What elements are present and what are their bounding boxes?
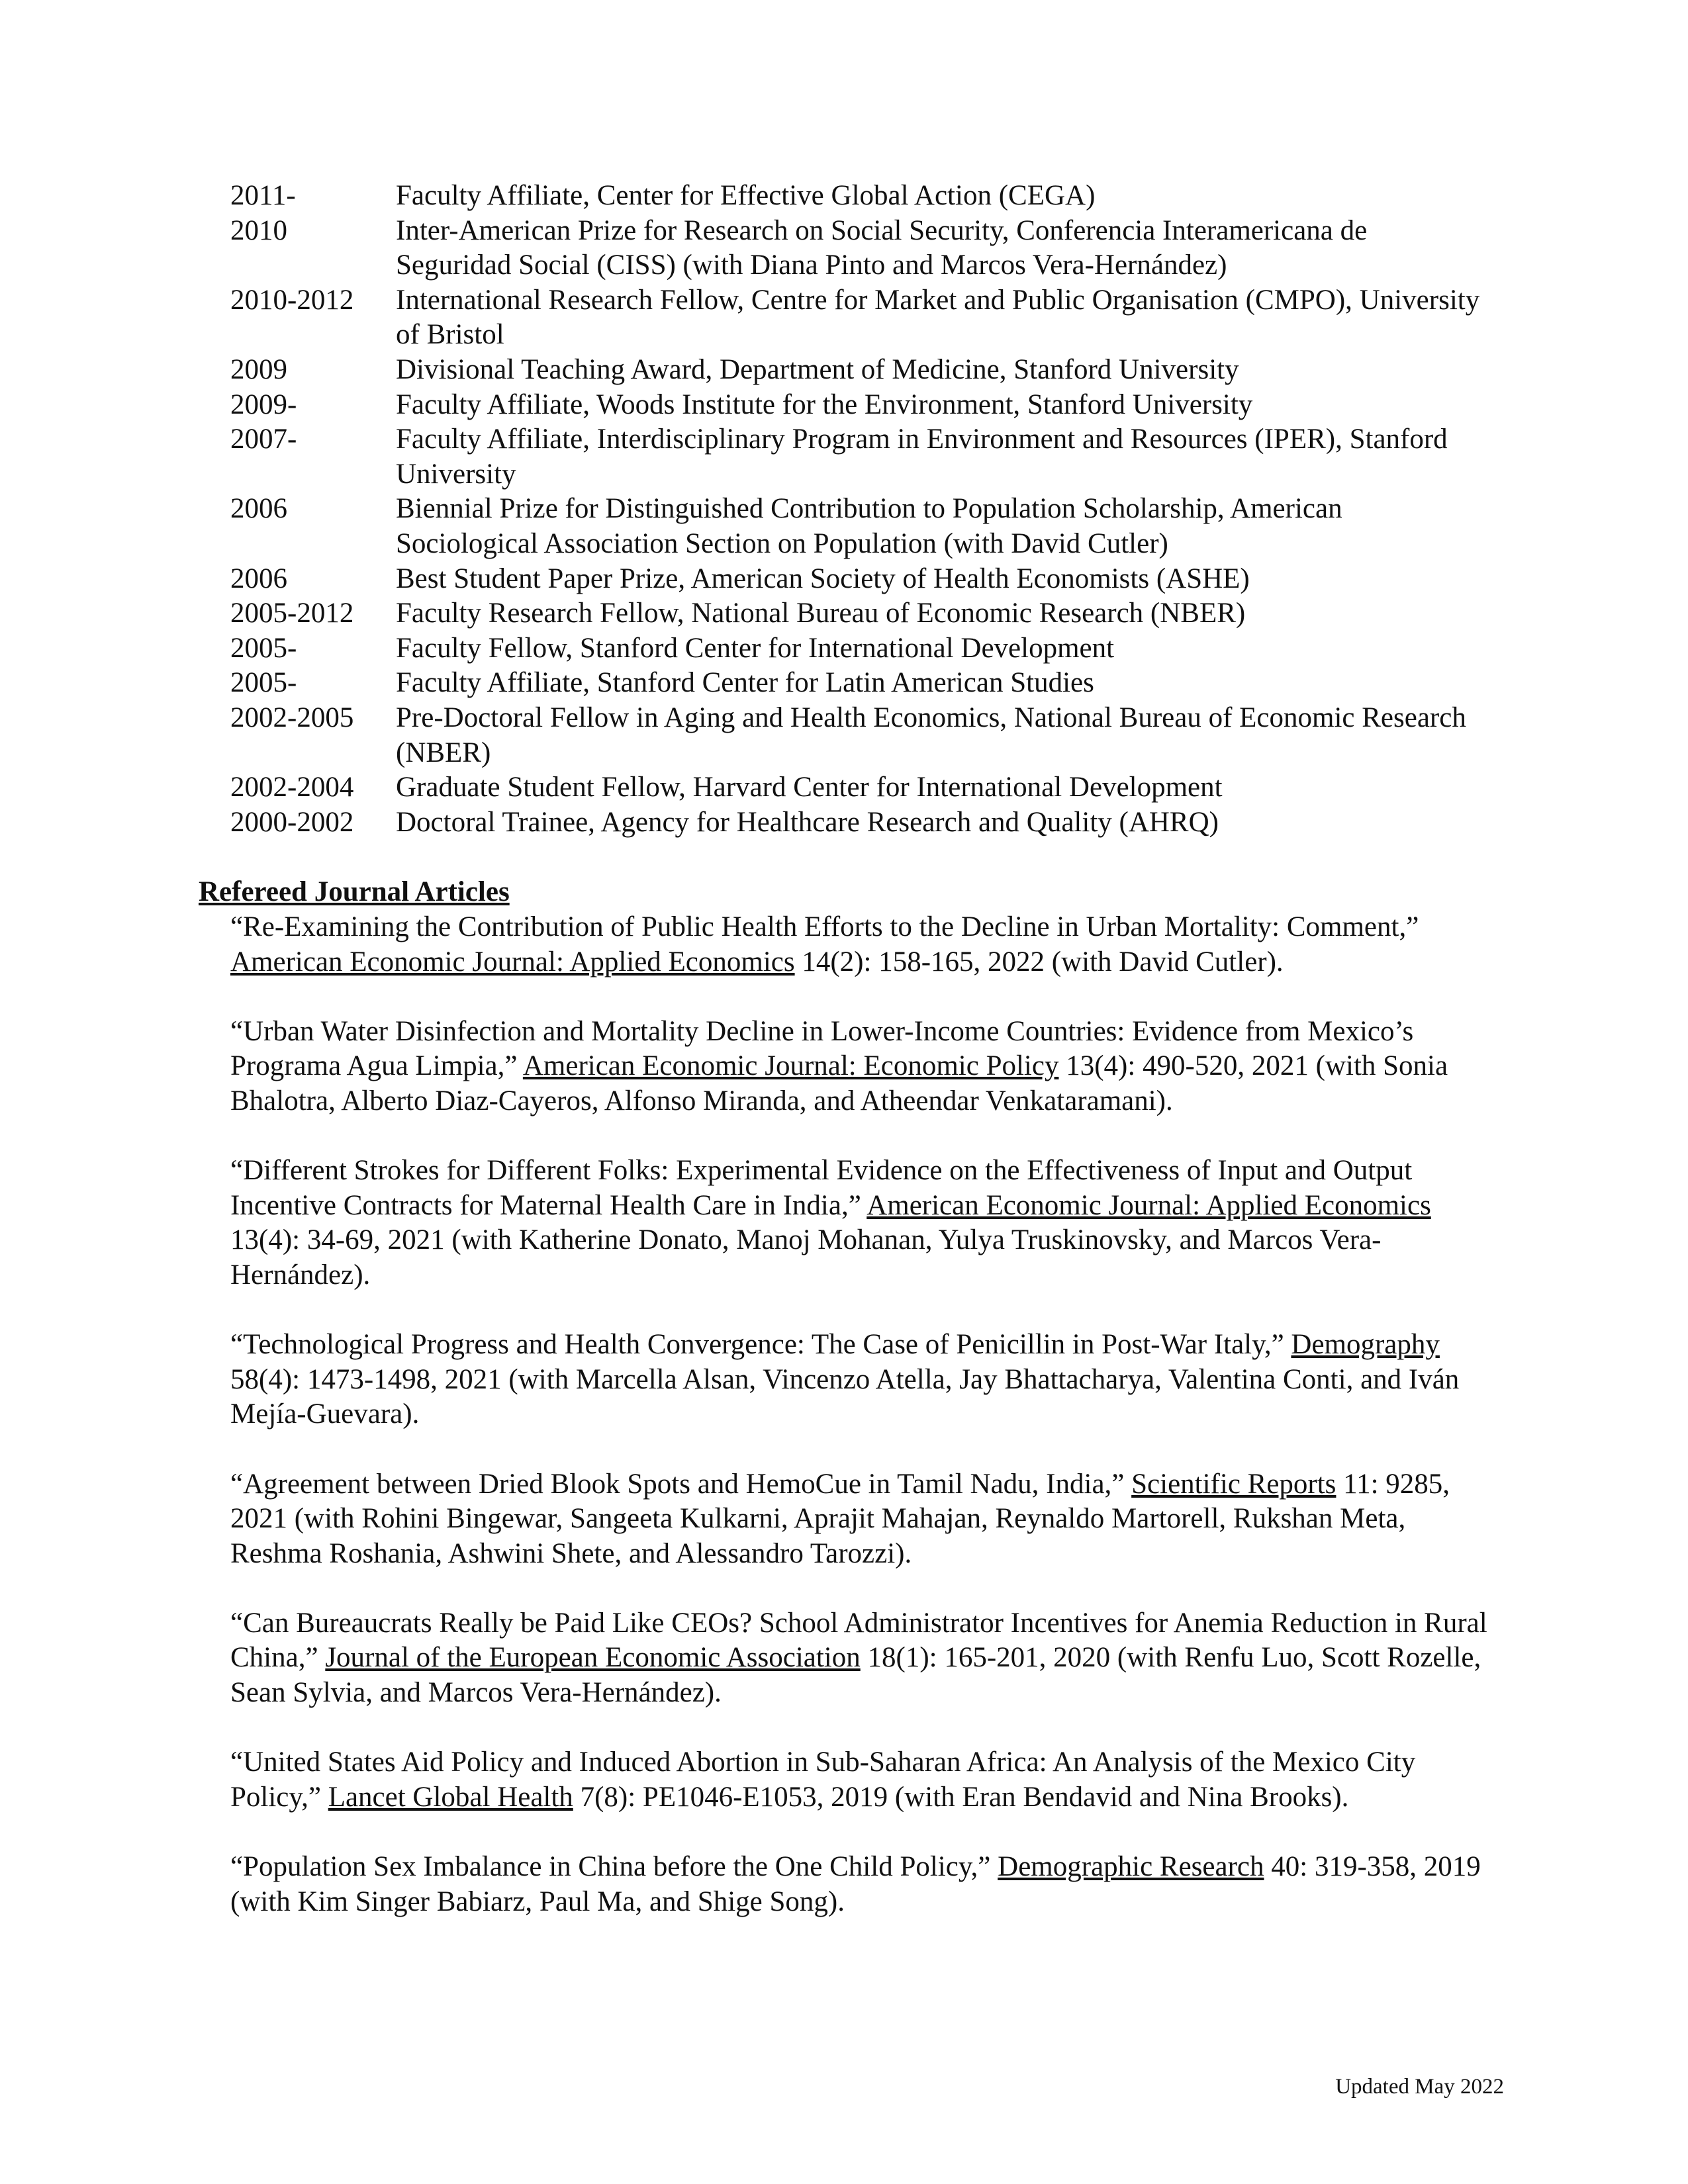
article-title: “Can Bureaucrats Really be Paid Like CEOs? School Administrator Incentives for Anemia Reduction in Rural China,” <box>230 1607 1487 1674</box>
article-entry <box>230 1328 1488 1432</box>
honor-year: 2010 <box>230 214 287 246</box>
article-citation: 14(2): 158-165, 2022 (with David Cutler). <box>802 946 1284 978</box>
honor-year: 2006 <box>230 563 287 594</box>
article-title: “Technological Progress and Health Convergence: The Case of Penicillin in Post-War Italy,” <box>230 1329 1284 1361</box>
honor-text: Best Student Paper Prize, American Society of Health Economists (ASHE) <box>396 563 1250 594</box>
honor-text: Faculty Affiliate, Stanford Center for Latin American Studies <box>396 667 1094 699</box>
article-list <box>230 910 1488 1954</box>
honor-text: Graduate Student Fellow, Harvard Center for International Development <box>396 772 1223 803</box>
article-citation: 58(4): 1473-1498, 2021 (with Marcella Alsan, Vincenzo Atella, Jay Bhattacharya, Valentina Conti, and Iván Mejía-Guevara). <box>230 1363 1460 1430</box>
honors-list <box>230 179 1488 840</box>
journal-name: Demography <box>1291 1329 1440 1361</box>
honor-row <box>230 353 1488 388</box>
journal-name: Lancet Global Health <box>328 1781 573 1813</box>
honor-row <box>230 631 1488 666</box>
honor-text: Faculty Fellow, Stanford Center for International Development <box>396 632 1115 664</box>
honor-text: Inter-American Prize for Research on Social Security, Conferencia Interamericana de Seguridad Social (CISS) (with Diana Pinto and Marcos Vera-Hernández) <box>396 214 1368 281</box>
updated-date-footer: Updated May 2022 <box>1335 2075 1504 2099</box>
journal-name: American Economic Journal: Applied Economics <box>230 946 795 978</box>
article-entry <box>230 1015 1488 1119</box>
article-title: “United States Aid Policy and Induced Abortion in Sub-Saharan Africa: An Analysis of the Mexico City Policy,” <box>230 1747 1416 1813</box>
article-citation: 7(8): PE1046-E1053, 2019 (with Eran Bendavid and Nina Brooks). <box>580 1781 1349 1813</box>
article-citation: 13(4): 490-520, 2021 (with Sonia Bhalotra, Alberto Diaz-Cayeros, Alfonso Miranda, and Atheendar Venkataramani). <box>230 1050 1448 1116</box>
honor-text: Pre-Doctoral Fellow in Aging and Health Economics, National Bureau of Economic Research (NBER) <box>396 702 1466 768</box>
honor-year: 2006 <box>230 493 287 525</box>
honor-row <box>230 666 1488 701</box>
journal-name: Scientific Reports <box>1131 1468 1336 1500</box>
article-citation: 40: 319-358, 2019 (with Kim Singer Babiarz, Paul Ma, and Shige Song). <box>230 1851 1481 1917</box>
honor-year: 2000-2002 <box>230 806 354 838</box>
honor-text: Biennial Prize for Distinguished Contribution to Population Scholarship, American Sociological Association Section on Population (with David Cutler) <box>396 493 1342 559</box>
honor-text: Faculty Affiliate, Interdisciplinary Program in Environment and Resources (IPER), Stanford University <box>396 424 1448 490</box>
article-citation: 11: 9285, 2021 (with Rohini Bingewar, Sangeeta Kulkarni, Aprajit Mahajan, Reynaldo Martorell, Rukshan Meta, Reshma Roshania, Ashwini Shete, and Alessandro Tarozzi). <box>230 1468 1450 1569</box>
article-entry <box>230 1467 1488 1572</box>
honor-row <box>230 388 1488 423</box>
honor-row <box>230 179 1488 214</box>
honor-year: 2002-2004 <box>230 772 354 803</box>
journal-name: American Economic Journal: Economic Policy <box>522 1050 1059 1082</box>
honor-text: International Research Fellow, Centre for Market and Public Organisation (CMPO), University of Bristol <box>396 284 1480 351</box>
honor-year: 2007- <box>230 424 297 455</box>
honor-row <box>230 562 1488 597</box>
honor-text: Faculty Affiliate, Woods Institute for the Environment, Stanford University <box>396 388 1253 420</box>
honor-row <box>230 422 1488 492</box>
article-title: “Different Strokes for Different Folks: Experimental Evidence on the Effectiveness of Input and Output Incentive Contracts for Maternal Health Care in India,” <box>230 1155 1413 1221</box>
honor-row <box>230 701 1488 770</box>
article-entry <box>230 1606 1488 1711</box>
honor-row <box>230 492 1488 561</box>
honor-text: Faculty Affiliate, Center for Effective Global Action (CEGA) <box>396 180 1096 211</box>
honor-row <box>230 214 1488 283</box>
honor-row <box>230 596 1488 631</box>
honor-year: 2002-2005 <box>230 702 354 733</box>
article-title: “Re-Examining the Contribution of Public Health Efforts to the Decline in Urban Mortality: Comment,” <box>230 911 1419 942</box>
article-entry <box>230 1154 1488 1293</box>
honor-year: 2005- <box>230 667 297 699</box>
article-title: “Agreement between Dried Blook Spots and HemoCue in Tamil Nadu, India,” <box>230 1468 1125 1500</box>
journal-name: Journal of the European Economic Association <box>325 1642 861 1674</box>
article-citation: 13(4): 34-69, 2021 (with Katherine Donato, Manoj Mohanan, Yulya Truskinovsky, and Marcos Vera-Hernández). <box>230 1224 1382 1291</box>
article-entry <box>230 1850 1488 1919</box>
honor-year: 2011- <box>230 180 296 211</box>
article-entry <box>230 1745 1488 1815</box>
article-entry <box>230 910 1488 979</box>
honor-year: 2005-2012 <box>230 598 354 629</box>
honor-row <box>230 770 1488 805</box>
article-title: “Population Sex Imbalance in China before the One Child Policy,” <box>230 1851 991 1883</box>
honor-row <box>230 283 1488 353</box>
journal-name: Demographic Research <box>998 1851 1264 1883</box>
honor-year: 2005- <box>230 632 297 664</box>
article-title: “Urban Water Disinfection and Mortality Decline in Lower-Income Countries: Evidence from Mexico’s Programa Agua Limpia,” <box>230 1015 1414 1082</box>
section-heading-refereed-articles: Refereed Journal Articles <box>199 876 510 907</box>
article-citation: 18(1): 165-201, 2020 (with Renfu Luo, Scott Rozelle, Sean Sylvia, and Marcos Vera-Hernández). <box>230 1642 1481 1709</box>
honor-text: Faculty Research Fellow, National Bureau of Economic Research (NBER) <box>396 598 1246 629</box>
journal-name: American Economic Journal: Applied Economics <box>867 1189 1431 1221</box>
honor-year: 2010-2012 <box>230 284 354 316</box>
honor-year: 2009- <box>230 388 297 420</box>
honor-text: Doctoral Trainee, Agency for Healthcare Research and Quality (AHRQ) <box>396 806 1219 838</box>
honor-text: Divisional Teaching Award, Department of Medicine, Stanford University <box>396 353 1239 385</box>
honor-row <box>230 805 1488 841</box>
honor-year: 2009 <box>230 353 287 385</box>
